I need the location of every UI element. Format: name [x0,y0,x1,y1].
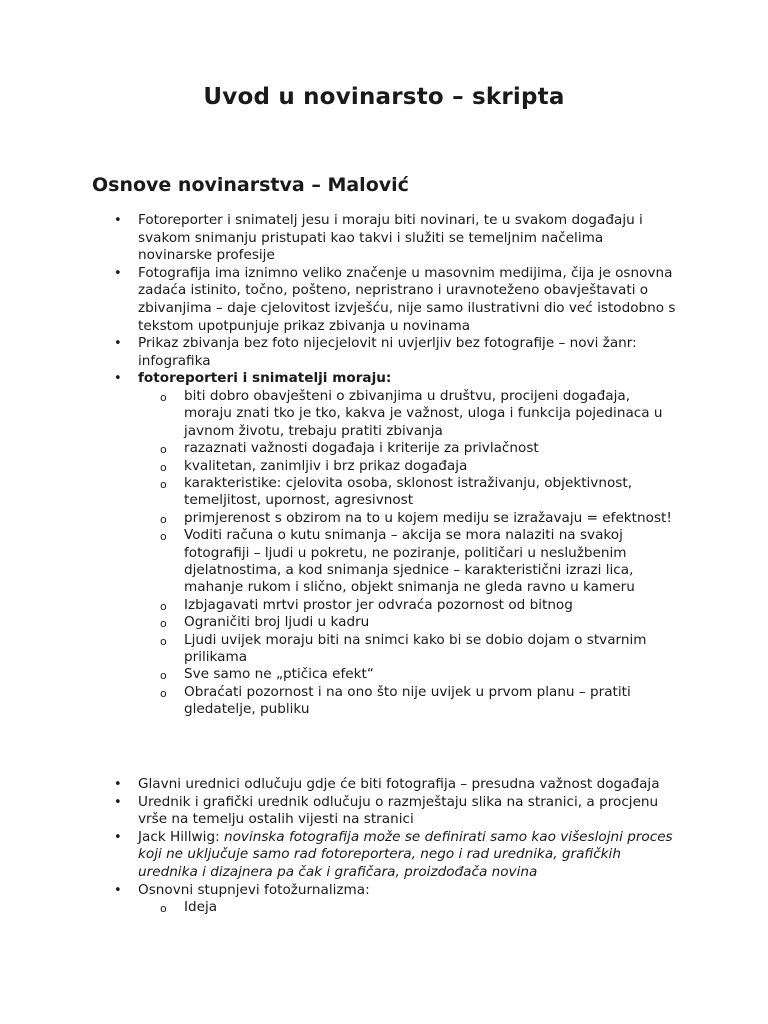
bullet-list-main [0,212,768,719]
duties-sublist [138,388,678,719]
list-item-stages [0,882,678,917]
sub-list-item: o karakteristike: cjelovita osoba, sklonost istraživanju, objektivnost, temeljitost, upornost, agresivnost [184,475,678,510]
sub-list-item: o primjerenost s obzirom na to u kojem mediju se izražavaju = efektnost! [184,510,678,527]
stages-heading: Osnovni stupnjevi fotožurnalizma: [138,881,370,898]
hillwig-lead: Jack Hillwig: [138,828,224,845]
list-item: • Fotoreporter i snimatelj jesu i moraju biti novinari, te u svakom događaju i svakom snimanju pristupati kao takvi i služiti se temeljnim načelima novinarske profesije [0,212,678,265]
list-item: • Urednik i grafički urednik odlučuju o razmještaju slika na stranici, a procjenu vrše na temelju ostalih vijesti na stranici [0,794,678,829]
hillwig-quote: novinska fotografija može se definirati samo kao višeslojni proces koji ne uključuje samo rad fotoreportera, nego i rad urednika, grafičkih urednika i dizajnera pa čak i grafičara, proizdođača novina [138,828,673,880]
list-item: • Glavni urednici odlučuju gdje će biti fotografija – presudna važnost događaja [0,776,678,794]
list-item-duties [0,370,678,718]
stages-sublist [138,899,678,916]
list-item: • Prikaz zbivanja bez foto nijecjelovit ni uvjerljiv bez fotografije – novi žanr: infografika [0,335,678,370]
sub-list-item: o Ograničiti broj ljudi u kadru [184,614,678,631]
sub-list-item: o biti dobro obavješteni o zbivanjima u društvu, procijeni događaja, moraju znati tko je tko, kakva je važnost, uloga i funkcija pojedinaca u javnom životu, trebaju pratiti zbivanja [184,388,678,440]
sub-list-item: o kvalitetan, zanimljiv i brz prikaz događaja [184,458,678,475]
sub-list-item: o razaznati važnosti događaja i kriterije za privlačnost [184,440,678,457]
sub-list-item: o Ideja [184,899,678,916]
list-item: • Fotografija ima iznimno veliko značenje u masovnim medijima, čija je osnovna zadaća istinito, točno, pošteno, nepristrano i uravnoteženo obavještavati o zbivanjima – daje cjelovitost izvješću, nije samo ilustrativni dio već istodobno s tekstom upotpunjuje prikaz zbivanja u novinama [0,265,678,335]
section-heading: Osnove novinarstva – Malović [92,174,409,196]
document-title: Uvod u novinarsto – skripta [203,84,565,110]
sub-list-item: o Voditi računa o kutu snimanja – akcija se mora nalaziti na svakoj fotografiji – ljudi u pokretu, ne poziranje, političari u neslužbenim djelatnostima, a kod snimanja sjednice – karakteristični izrazi lica, mahanje rukom i slično, objekt snimanja ne gleda ravno u kameru [184,527,678,597]
sub-list-item: o Obraćati pozornost i na ono što nije uvijek u prvom planu – pratiti gledatelje, publiku [184,684,678,719]
duties-heading: fotoreporteri i snimatelji moraju: [138,370,392,387]
bullet-list-secondary [0,776,768,917]
sub-list-item: o Izbjagavati mrtvi prostor jer odvraća pozornost od bitnog [184,597,678,614]
list-item-hillwig [0,829,678,882]
sub-list-item: o Ljudi uvijek moraju biti na snimci kako bi se dobio dojam o stvarnim prilikama [184,632,678,667]
sub-list-item: o Sve samo ne „ptičica efekt“ [184,666,678,683]
